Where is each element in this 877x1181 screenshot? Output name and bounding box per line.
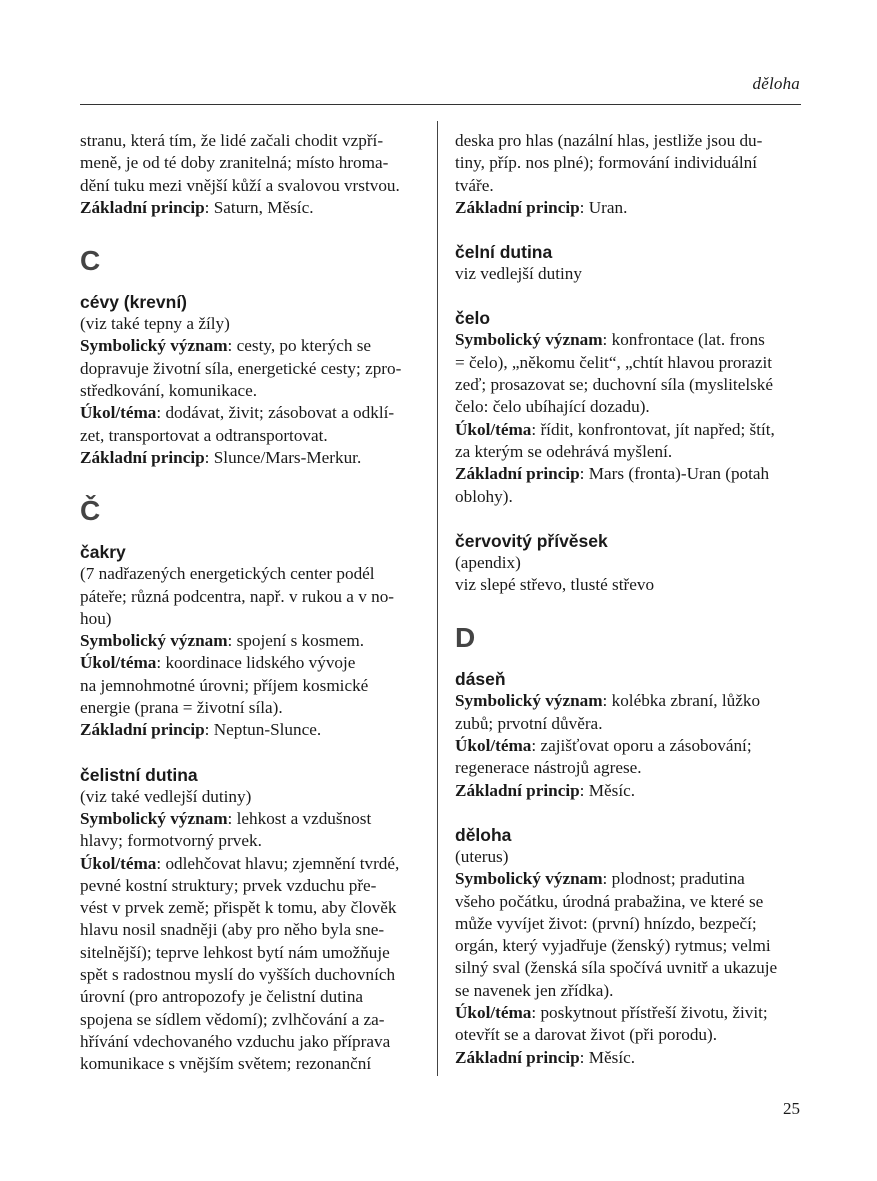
value: : Měsíc. [579, 780, 636, 800]
symbolic-meaning [455, 690, 801, 712]
task-theme [455, 1002, 801, 1024]
value: : cesty, po kterých se [227, 336, 372, 356]
value: : odlehčovat hlavu; zjemnění tvrdé, [156, 853, 400, 873]
basic-principle [455, 197, 801, 219]
page-number: 25 [783, 1099, 800, 1118]
value: : Saturn, Měsíc. [204, 197, 314, 217]
body-line: hlavu nosil snadněji (aby pro něho byla sne- [80, 920, 385, 940]
label: Úkol/téma [80, 403, 157, 423]
body-line: tváře. [455, 175, 494, 195]
body-line: vést v prvek země; přispět k tomu, aby člověk [80, 898, 397, 918]
symbolic-meaning [455, 329, 801, 351]
value: : Měsíc. [579, 1047, 636, 1067]
body-line: regenerace nástrojů agrese. [455, 758, 642, 778]
entry-title: čelistní dutina [80, 764, 198, 785]
label: Úkol/téma [80, 853, 157, 873]
right-column [455, 130, 801, 1069]
body-line: na jemnohmotné úrovni; příjem kosmické [80, 675, 369, 695]
basic-principle [80, 447, 422, 469]
task-theme [80, 853, 422, 875]
body-line: všeho počátku, úrodná prabažina, ve které se [455, 891, 764, 911]
body-line: deska pro hlas (nazální hlas, jestliže jsou du- [455, 131, 763, 150]
label: Symbolický význam [455, 330, 603, 350]
label: Základní princip [80, 197, 205, 217]
basic-principle [80, 197, 422, 219]
label: Symbolický význam [80, 336, 228, 356]
header-rule [80, 104, 801, 105]
left-column [80, 130, 422, 1076]
body-line: čelo: čelo ubíhající dozadu). [455, 397, 650, 417]
label: Symbolický význam [455, 691, 603, 711]
entry-note: (viz také tepny a žíly) [80, 314, 230, 334]
entry-title: čelní dutina [455, 242, 553, 263]
section-letter: D [455, 622, 476, 654]
entry-note: (apendix) [455, 552, 521, 572]
body-line: energie (prana = životní síla). [80, 698, 283, 718]
label: Základní princip [80, 447, 205, 467]
body-line: tiny, příp. nos plné); formování individuální [455, 153, 758, 173]
section-letter: Č [80, 495, 101, 527]
section-letter: C [80, 245, 101, 277]
body-line: oblohy). [455, 486, 513, 506]
basic-principle [80, 719, 422, 741]
body-line: zubů; prvotní důvěra. [455, 713, 603, 733]
body-line: hřívání vdechovaného vzduchu jako příprava [80, 1031, 391, 1051]
entry-celistni-dutina [80, 764, 422, 1076]
entry-deloha [455, 824, 801, 1069]
value: : konfrontace (lat. frons [602, 330, 765, 350]
entry-title: děloha [455, 824, 512, 845]
label: Základní princip [455, 197, 580, 217]
label: Základní princip [455, 464, 580, 484]
cross-reference: viz vedlejší dutiny [455, 264, 582, 284]
label: Symbolický význam [80, 808, 228, 828]
body-line: středkování, komunikace. [80, 381, 258, 401]
body-line: za kterým se odehrává myšlení. [455, 441, 673, 461]
body-line: dopravuje životní síla, energetické cesty; zpro- [80, 358, 402, 378]
body-line: se navenek jen zřídka). [455, 980, 614, 1000]
symbolic-meaning [455, 868, 801, 890]
value: : koordinace lidského vývoje [156, 653, 356, 673]
body-line: spojena se sídlem vědomí); zvlhčování a za- [80, 1009, 385, 1029]
entry-title: červovitý přívěsek [455, 530, 608, 551]
entry-note: hou) [80, 608, 112, 628]
symbolic-meaning [80, 808, 422, 830]
body-line: = čelo), „někomu čelit“, „chtít hlavou prorazit [455, 352, 773, 372]
body-line: sitelnější); teprve lehkost bytí nám umožňuje [80, 942, 390, 962]
value: : Mars (fronta)-Uran (potah [579, 464, 770, 484]
entry-continuation [80, 130, 422, 219]
basic-principle [455, 780, 801, 802]
symbolic-meaning [80, 335, 422, 357]
entry-cevy [80, 291, 422, 469]
body-line: úrovní (pro antropozofy je čelistní dutina [80, 987, 364, 1007]
entry-note: (uterus) [455, 846, 509, 866]
label: Úkol/téma [80, 653, 157, 673]
value: : plodnost; pradutina [602, 869, 745, 889]
entry-dasen [455, 668, 801, 801]
task-theme [455, 419, 801, 441]
label: Úkol/téma [455, 419, 532, 439]
basic-principle [455, 1047, 801, 1069]
value: : řídit, konfrontovat, jít napřed; štít, [531, 419, 775, 439]
body-line: meně, je od té doby zranitelná; místo hroma- [80, 153, 389, 173]
entry-note: (viz také vedlejší dutiny) [80, 786, 252, 806]
value: : kolébka zbraní, lůžko [602, 691, 761, 711]
body-line: orgán, který vyjadřuje (ženský) rytmus; velmi [455, 936, 771, 956]
body-line: hlavy; formotvorný prvek. [80, 831, 262, 851]
value: : Neptun-Slunce. [204, 720, 322, 740]
value: : zajišťovat oporu a zásobování; [531, 736, 752, 756]
entry-cakry [80, 541, 422, 741]
entry-celni-dutina [455, 241, 801, 285]
value: : Uran. [579, 197, 628, 217]
body-line: stranu, která tím, že lidé začali chodit vzpří- [80, 131, 384, 150]
entry-title: cévy (krevní) [80, 292, 188, 313]
label: Základní princip [80, 720, 205, 740]
body-line: zeď; prosazovat se; duchovní síla (myslitelské [455, 375, 774, 395]
running-head: děloha [752, 74, 800, 93]
entry-continuation [455, 130, 801, 219]
value: : poskytnout přístřeší životu, živit; [531, 1003, 768, 1023]
value: : dodávat, živit; zásobovat a odklí- [156, 403, 395, 423]
value: : lehkost a vzdušnost [227, 808, 372, 828]
value: : spojení s kosmem. [227, 631, 365, 651]
cross-reference: viz slepé střevo, tlusté střevo [455, 575, 655, 595]
entry-celo [455, 307, 801, 507]
task-theme [80, 402, 422, 424]
body-line: silný sval (ženská síla spočívá uvnitř a ukazuje [455, 958, 778, 978]
body-line: dění tuku mezi vnější kůží a svalovou vrstvou. [80, 175, 400, 195]
label: Základní princip [455, 780, 580, 800]
value: : Slunce/Mars-Merkur. [204, 447, 362, 467]
symbolic-meaning [80, 630, 422, 652]
entry-cervovity-privesek [455, 530, 801, 597]
task-theme [455, 735, 801, 757]
column-divider [437, 121, 438, 1076]
body-line: otevřít se a darovat život (při porodu). [455, 1025, 718, 1045]
body-line: může vyvíjet život: (první) hnízdo, bezpečí; [455, 913, 757, 933]
task-theme [80, 652, 422, 674]
label: Symbolický význam [80, 631, 228, 651]
entry-note: (7 nadřazených energetických center podél [80, 564, 375, 584]
label: Symbolický význam [455, 869, 603, 889]
label: Úkol/téma [455, 736, 532, 756]
label: Úkol/téma [455, 1003, 532, 1023]
entry-title: čelo [455, 308, 491, 329]
entry-title: dáseň [455, 669, 506, 690]
entry-note: páteře; různá podcentra, např. v rukou a v no- [80, 586, 395, 606]
body-line: spět s radostnou myslí do vyšších duchovních [80, 965, 396, 985]
entry-title: čakry [80, 542, 126, 563]
body-line: komunikace s vnějším světem; rezonanční [80, 1054, 372, 1074]
body-line: pevné kostní struktury; prvek vzduchu pře- [80, 875, 377, 895]
label: Základní princip [455, 1047, 580, 1067]
body-line: zet, transportovat a odtransportovat. [80, 425, 328, 445]
basic-principle [455, 463, 801, 485]
